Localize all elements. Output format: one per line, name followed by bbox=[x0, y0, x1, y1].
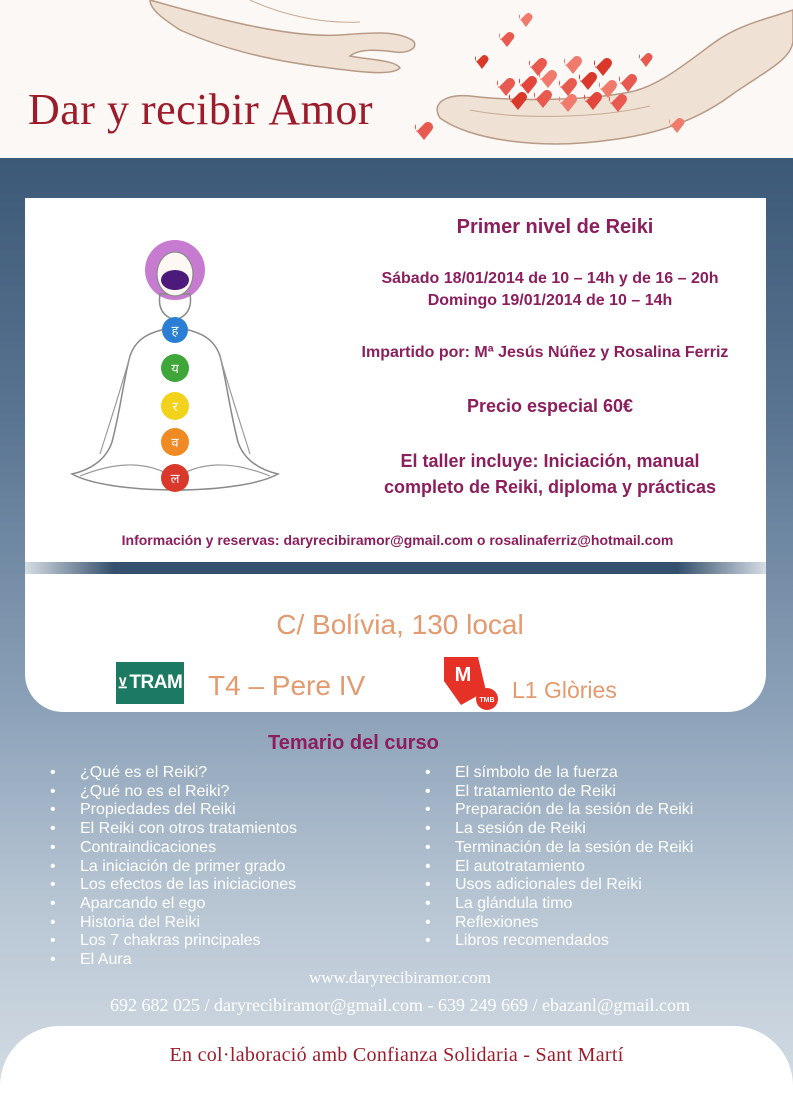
bullet-icon: • bbox=[50, 951, 56, 969]
bullet-icon: • bbox=[50, 782, 56, 800]
syllabus-item bbox=[425, 820, 693, 839]
bullet-icon: • bbox=[50, 820, 56, 838]
bullet-icon: • bbox=[50, 857, 56, 875]
venue-address: C/ Bolívia, 130 local bbox=[276, 609, 524, 640]
syllabus-item-label: Preparación de la sesión de Reiki bbox=[455, 801, 694, 819]
syllabus-item bbox=[425, 839, 693, 858]
syllabus-item-label: Libros recomendados bbox=[455, 932, 609, 950]
syllabus-item bbox=[50, 858, 297, 877]
syllabus-item bbox=[50, 801, 297, 820]
course-teachers: Impartido por: Mª Jesús Núñez y Rosalina Ferriz bbox=[361, 344, 729, 361]
svg-text:ह: ह bbox=[171, 324, 179, 339]
syllabus-list-left bbox=[50, 764, 297, 970]
svg-text:व: व bbox=[171, 436, 179, 451]
brand-title: Dar y recibir Amor bbox=[28, 85, 373, 134]
svg-text:ल: ल bbox=[170, 472, 180, 487]
bullet-icon: • bbox=[425, 782, 431, 800]
course-includes bbox=[345, 448, 755, 500]
metro-logo-sub: TMB bbox=[479, 697, 495, 704]
includes-line-2: completo de Reiki, diploma y prácticas bbox=[383, 477, 717, 497]
syllabus-item-label: Propiedades del Reiki bbox=[80, 801, 236, 819]
tram-logo-text: TRAM bbox=[129, 672, 183, 693]
website-url: www.daryrecibiramor.com bbox=[308, 968, 492, 987]
syllabus-item-label: Terminación de la sesión de Reiki bbox=[455, 838, 694, 856]
syllabus-item-label: Reflexiones bbox=[455, 913, 539, 931]
bullet-icon: • bbox=[50, 932, 56, 950]
syllabus-item-label: ¿Qué es el Reiki? bbox=[80, 764, 208, 781]
syllabus-item bbox=[50, 876, 297, 895]
syllabus-item bbox=[50, 764, 297, 783]
syllabus-item-label: El símbolo de la fuerza bbox=[455, 764, 618, 781]
syllabus-item bbox=[425, 876, 693, 895]
syllabus-item bbox=[425, 858, 693, 877]
tram-icon: ⊻ bbox=[117, 674, 128, 691]
bullet-icon: • bbox=[50, 801, 56, 819]
contact-info: Información y reservas: daryrecibiramor@gmail.com o rosalinaferriz@hotmail.com bbox=[121, 532, 674, 548]
syllabus-item-label: Aparcando el ego bbox=[80, 894, 206, 912]
syllabus-item bbox=[50, 839, 297, 858]
svg-text:य: य bbox=[171, 362, 179, 377]
syllabus-item bbox=[50, 783, 297, 802]
bullet-icon: • bbox=[425, 838, 431, 856]
syllabus-item-label: El Reiki con otros tratamientos bbox=[80, 820, 297, 838]
syllabus-item bbox=[50, 951, 297, 970]
contact-phones-emails: 692 682 025 / daryrecibiramor@gmail.com - 639 249 669 / ebazanl@gmail.com bbox=[109, 995, 690, 1015]
bullet-icon: • bbox=[425, 801, 431, 819]
bullet-icon: • bbox=[425, 894, 431, 912]
bullet-icon: • bbox=[50, 764, 56, 781]
includes-line-1: El taller incluye: Iniciación, manual bbox=[400, 451, 700, 471]
bullet-icon: • bbox=[50, 894, 56, 912]
syllabus-item-label: El Aura bbox=[80, 951, 132, 969]
bullet-icon: • bbox=[425, 876, 431, 894]
card-divider bbox=[25, 562, 766, 574]
metro-logo bbox=[440, 651, 502, 711]
syllabus-item bbox=[425, 801, 693, 820]
syllabus-item bbox=[50, 820, 297, 839]
collaboration-note: En col·laboració amb Confianza Solidaria - Sant Martí bbox=[169, 1044, 624, 1066]
syllabus-item bbox=[425, 932, 693, 951]
metro-logo-letter: M bbox=[454, 664, 472, 686]
syllabus-item bbox=[50, 914, 297, 933]
header-banner bbox=[0, 0, 793, 158]
syllabus-item-label: Contraindicaciones bbox=[80, 838, 217, 856]
metro-stop: L1 Glòries bbox=[512, 677, 617, 703]
bullet-icon: • bbox=[425, 932, 431, 950]
bullet-icon: • bbox=[425, 764, 431, 781]
schedule-sunday: Domingo 19/01/2014 de 10 – 14h bbox=[427, 292, 673, 309]
syllabus-item bbox=[50, 895, 297, 914]
tram-stop: T4 – Pere IV bbox=[208, 670, 366, 701]
syllabus-item bbox=[50, 932, 297, 951]
syllabus-title: Temario del curso bbox=[268, 732, 439, 754]
syllabus-item-label: La glándula timo bbox=[455, 894, 573, 912]
syllabus-item-label: Los efectos de las iniciaciones bbox=[80, 876, 297, 894]
syllabus-item-label: Usos adicionales del Reiki bbox=[455, 876, 642, 894]
bullet-icon: • bbox=[425, 913, 431, 931]
svg-text:र: र bbox=[172, 400, 178, 415]
course-schedule bbox=[345, 268, 755, 312]
syllabus-item bbox=[425, 895, 693, 914]
syllabus-item bbox=[425, 764, 693, 783]
syllabus-item-label: Los 7 chakras principales bbox=[80, 932, 261, 950]
syllabus-item-label: La iniciación de primer grado bbox=[80, 857, 286, 875]
meditating-figure-chakras-illustration bbox=[50, 222, 310, 512]
bullet-icon: • bbox=[425, 820, 431, 838]
third-eye-chakra bbox=[161, 270, 189, 290]
syllabus-list-right bbox=[425, 764, 693, 951]
syllabus-item bbox=[425, 783, 693, 802]
bullet-icon: • bbox=[50, 876, 56, 894]
bullet-icon: • bbox=[425, 857, 431, 875]
syllabus-item-label: Historia del Reiki bbox=[80, 913, 201, 931]
course-title: Primer nivel de Reiki bbox=[456, 216, 654, 238]
bullet-icon: • bbox=[50, 838, 56, 856]
bullet-icon: • bbox=[50, 913, 56, 931]
syllabus-item-label: ¿Qué no es el Reiki? bbox=[80, 782, 230, 800]
syllabus-item-label: El tratamiento de Reiki bbox=[455, 782, 616, 800]
tram-logo bbox=[116, 662, 184, 704]
syllabus-item-label: El autotratamiento bbox=[455, 857, 585, 875]
syllabus-item-label: La sesión de Reiki bbox=[455, 820, 586, 838]
syllabus-item bbox=[425, 914, 693, 933]
course-price: Precio especial 60€ bbox=[466, 396, 634, 416]
schedule-saturday: Sábado 18/01/2014 de 10 – 14h y de 16 – 20h bbox=[381, 270, 719, 287]
